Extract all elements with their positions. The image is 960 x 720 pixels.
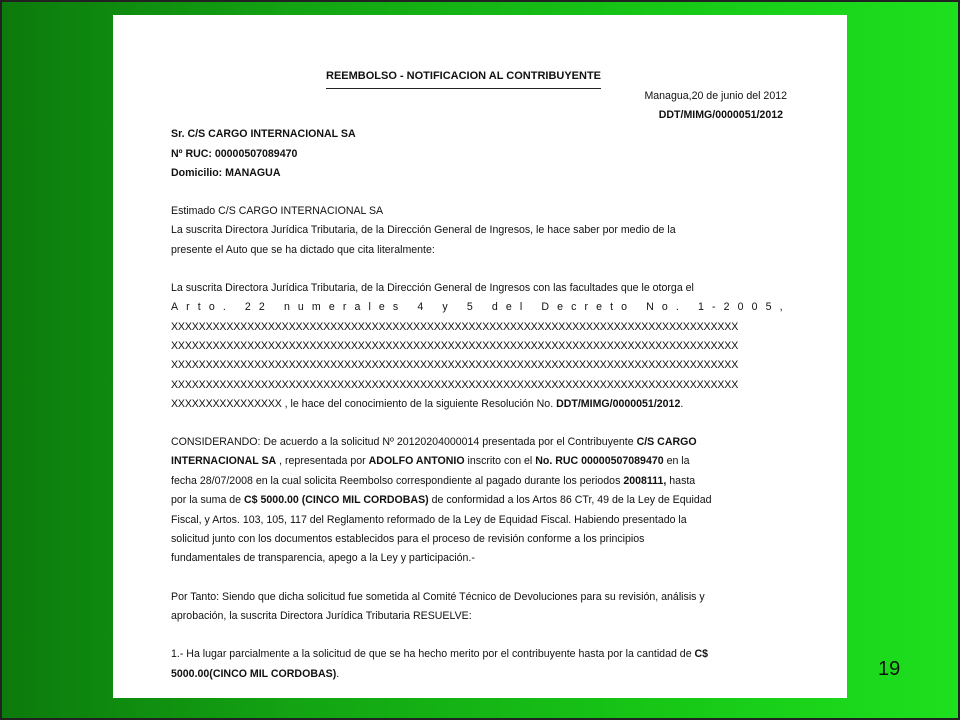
por-tanto-line-2: aprobación, la suscrita Directora Jurídica Tributaria RESUELVE: [171, 610, 472, 622]
resolution-line-1 [171, 645, 787, 665]
considerando-text: CONSIDERANDO: De acuerdo a la solicitud Nº 20120204000014 presentada por el Contribuyente [171, 436, 637, 448]
reference-number: DDT/MIMG/0000051/2012 [658, 109, 783, 121]
place-date: Managua,20 de junio del 2012 [644, 90, 787, 102]
resolution-period: . [336, 668, 340, 680]
considerando-line-2 [171, 452, 787, 472]
intro-line-2: presente el Auto que se ha dictado que cita literalmente: [171, 244, 435, 256]
considerando-text: fecha 28/07/2008 en la cual solicita Reembolso correspondiente al pagado durante los periodos [171, 475, 624, 487]
quote-closing-line [171, 395, 787, 415]
redacted-line-3: XXXXXXXXXXXXXXXXXXXXXXXXXXXXXXXXXXXXXXXXXXXXXXXXXXXXXXXXXXXXXXXXXXXXXXXXXXXXXXXXXX [171, 359, 739, 371]
quote-line-1: La suscrita Directora Jurídica Tributaria, de la Dirección General de Ingresos con las facultades que le otorga el [171, 282, 694, 294]
considerando-text: , representada por [276, 455, 369, 467]
considerando-line-1 [171, 433, 787, 453]
por-tanto-line-1: Por Tanto: Siendo que dicha solicitud fue sometida al Comité Técnico de Devoluciones para su revisión, análisis y [171, 591, 705, 603]
considerando-line-5: Fiscal, y Artos. 103, 105, 117 del Reglamento reformado de la Ley de Equidad Fiscal. Habiendo presentado la [171, 514, 687, 526]
greeting: Estimado C/S CARGO INTERNACIONAL SA [171, 205, 384, 217]
quote-closing-text: , le hace del conocimiento de la siguiente Resolución No. [281, 398, 557, 410]
quote-closing-period: . [680, 398, 684, 410]
considerando-line-3 [171, 472, 787, 492]
redacted-short: XXXXXXXXXXXXXXXX [171, 398, 282, 410]
slide-number: 19 [878, 658, 901, 680]
considerando-line-7: fundamentales de transparencia, apego a la Ley y participación.- [171, 552, 475, 564]
taxpayer-name-part2: INTERNACIONAL SA [171, 455, 277, 467]
redacted-line-2: XXXXXXXXXXXXXXXXXXXXXXXXXXXXXXXXXXXXXXXXXXXXXXXXXXXXXXXXXXXXXXXXXXXXXXXXXXXXXXXXXX [171, 340, 739, 352]
considerando-line-6: solicitud junto con los documentos establecidos para el proceso de revisión conforme a los principios [171, 533, 645, 545]
document-title: REEMBOLSO - NOTIFICACION AL CONTRIBUYENTE [326, 67, 601, 89]
resolution-amount: 5000.00(CINCO MIL CORDOBAS) [171, 668, 337, 680]
resolution-text: 1.- Ha lugar parcialmente a la solicitud de que se ha hecho merito por el contribuyente hasta por la cantidad de [171, 648, 695, 660]
resolution-line-2 [171, 665, 787, 685]
addressee-name: Sr. C/S CARGO INTERNACIONAL SA [171, 128, 356, 140]
redacted-line-4: XXXXXXXXXXXXXXXXXXXXXXXXXXXXXXXXXXXXXXXXXXXXXXXXXXXXXXXXXXXXXXXXXXXXXXXXXXXXXXXXXX [171, 379, 739, 391]
representative-name: ADOLFO ANTONIO [368, 455, 465, 467]
considerando-text: de conformidad a los Artos 86 CTr, 49 de la Ley de Equidad [428, 494, 712, 506]
addressee-ruc: Nº RUC: 00000507089470 [171, 148, 298, 160]
considerando-text: en la [663, 455, 690, 467]
quote-resolution-ref: DDT/MIMG/0000051/2012 [556, 398, 681, 410]
period-number: 2008111, [623, 475, 667, 487]
currency-symbol: C$ [694, 648, 709, 660]
considerando-text: hasta [666, 475, 696, 487]
ruc-number: No. RUC 00000507089470 [535, 455, 664, 467]
redacted-line-1: XXXXXXXXXXXXXXXXXXXXXXXXXXXXXXXXXXXXXXXXXXXXXXXXXXXXXXXXXXXXXXXXXXXXXXXXXXXXXXXXXX [171, 321, 739, 333]
amount: C$ 5000.00 (CINCO MIL CORDOBAS) [244, 494, 429, 506]
addressee-domicilio: Domicilio: MANAGUA [171, 167, 281, 179]
considerando-line-4 [171, 491, 787, 511]
considerando-text: inscrito con el [464, 455, 536, 467]
considerando-text: por la suma de [171, 494, 245, 506]
document-page [113, 15, 847, 698]
taxpayer-name-part1: C/S CARGO [636, 436, 697, 448]
quote-line-2: Arto. 22 numerales 4 y 5 del Decreto No. 1-2005, [171, 301, 791, 313]
intro-line-1: La suscrita Directora Jurídica Tributaria, de la Dirección General de Ingresos, le hace saber por medio de la [171, 224, 676, 236]
